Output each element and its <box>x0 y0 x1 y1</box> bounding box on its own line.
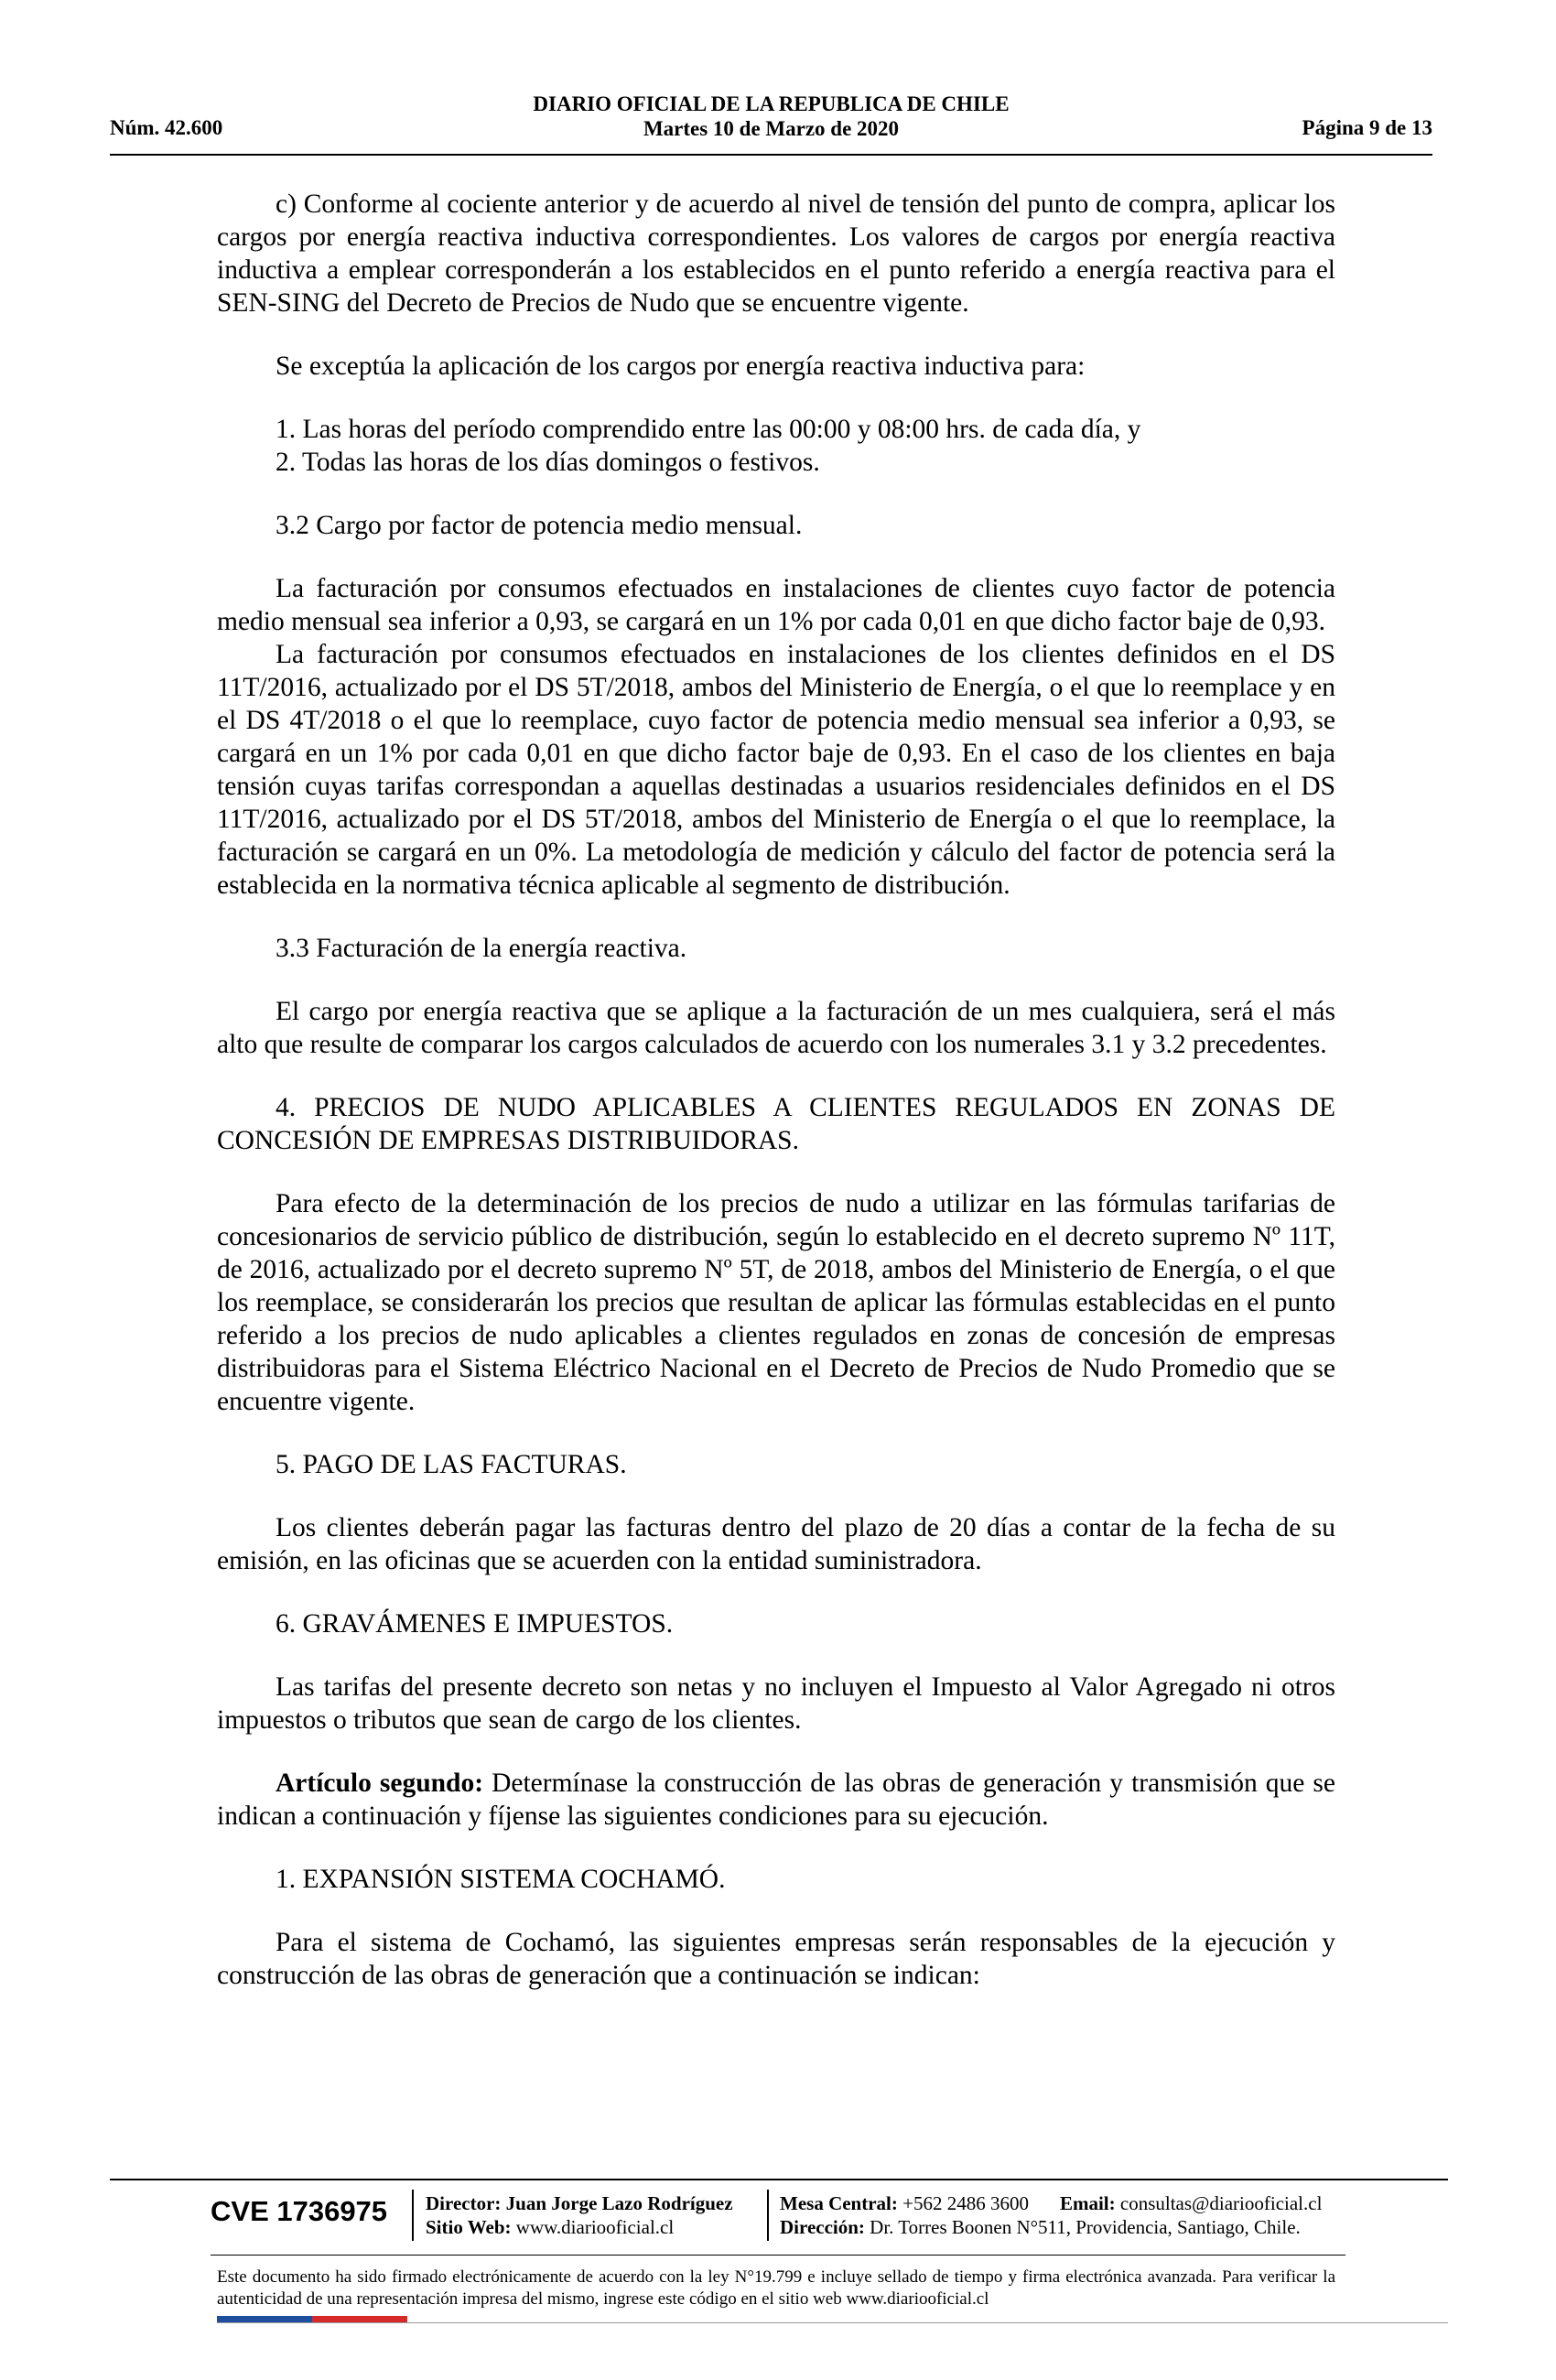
footer-contact-block <box>780 2191 1322 2239</box>
article-paragraph <box>217 1767 1335 1833</box>
address-value: Dr. Torres Boonen N°511, Providencia, Santiago, Chile. <box>864 2216 1301 2238</box>
issue-number: Núm. 42.600 <box>110 116 223 139</box>
list-item: 2. Todas las horas de los días domingos o festivos. <box>276 448 820 477</box>
document-body <box>217 188 1335 2022</box>
address-label: Dirección: <box>780 2216 865 2238</box>
email-link[interactable]: consultas@diariooficial.cl <box>1115 2192 1323 2214</box>
section-heading: 4. PRECIOS DE NUDO APLICABLES A CLIENTES REGULADOS EN ZONAS DE CONCESIÓN DE EMPRESAS DISTRIBUIDORAS. <box>217 1093 1335 1155</box>
page-number: Página 9 de 13 <box>1302 116 1432 139</box>
paragraph: El cargo por energía reactiva que se aplique a la facturación de un mes cualquiera, será el más alto que resulte de comparar los cargos calculados de acuerdo con los numerales 3.1 y 3.2 precedentes. <box>217 997 1335 1059</box>
header-divider <box>110 154 1432 156</box>
website-row <box>426 2215 733 2239</box>
paragraph: La facturación por consumos efectuados en instalaciones de clientes cuyo factor de potencia medio mensual sea inferior a 0,93, se cargará en un 1% por cada 0,01 en que dicho factor baje de 0,93. <box>217 574 1335 636</box>
article-label: Artículo segundo: <box>276 1769 484 1798</box>
website-label: Sitio Web: <box>426 2216 512 2238</box>
footer-separator <box>767 2190 769 2241</box>
section-heading: 1. EXPANSIÓN SISTEMA COCHAMÓ. <box>276 1865 726 1894</box>
article-text: Determínase la construcción de las obras de generación y transmisión que se indican a continuación y fíjense las siguientes condiciones para su ejecución. <box>217 1769 1335 1831</box>
footer-divider <box>110 2179 1448 2180</box>
paragraph: Las tarifas del presente decreto son netas y no incluyen el Impuesto al Valor Agregado ni otros impuestos o tributos que sean de cargo de los clientes. <box>217 1672 1335 1735</box>
issue-date: Martes 10 de Marzo de 2020 <box>643 117 900 140</box>
paragraph: c) Conforme al cociente anterior y de acuerdo al nivel de tensión del punto de compra, aplicar los cargos por energía reactiva inductiva correspondientes. Los valores de cargos por energía reactiva inductiva a emplear corresponderán a los establecidos en el punto referido a energía reactiva para el SEN-SING del Decreto de Precios de Nudo que se encuentre vigente. <box>217 189 1335 318</box>
footer-separator <box>412 2190 414 2241</box>
contact-row <box>780 2191 1322 2215</box>
section-heading: 3.3 Facturación de la energía reactiva. <box>276 934 687 963</box>
paragraph: Para el sistema de Cochamó, las siguientes empresas serán responsables de la ejecución y construcción de las obras de generación que a continuación se indican: <box>217 1928 1335 1990</box>
paragraph: La facturación por consumos efectuados en instalaciones de los clientes definidos en el DS 11T/2016, actualizado por el DS 5T/2018, ambos del Ministerio de Energía, o el que lo reemplace y en el DS 4T/2018 o el que lo reemplace, cuyo factor de potencia medio mensual sea inferior a 0,93, se cargará en un 1% por cada 0,01 en que dicho factor baje de 0,93. En el caso de los clientes en baja tensión cuyas tarifas correspondan a aquellas destinadas a usuarios residenciales definidos en el DS 11T/2016, actualizado por el DS 5T/2018, ambos del Ministerio de Energía o el que lo reemplace, la facturación se cargará en un 0%. La metodología de medición y cálculo del factor de potencia será la establecida en la normativa técnica aplicable al segmento de distribución. <box>217 640 1335 900</box>
director-row <box>426 2191 733 2215</box>
paragraph: Los clientes deberán pagar las facturas dentro del plazo de 20 días a contar de la fecha de su emisión, en las oficinas que se acuerden con la entidad suministradora. <box>217 1513 1335 1575</box>
section-heading: 5. PAGO DE LAS FACTURAS. <box>276 1450 627 1479</box>
email-label: Email: <box>1059 2192 1116 2214</box>
paragraph: Se exceptúa la aplicación de los cargos por energía reactiva inductiva para: <box>276 352 1086 381</box>
signature-note: Este documento ha sido firmado electrónicamente de acuerdo con la ley N°19.799 e incluye sellado de tiempo y firma electrónica avanzada. Para verificar la autenticidad de una representación impresa del mismo, ingrese este código en el sitio web www.diariooficial.cl <box>217 2267 1335 2309</box>
section-heading: 6. GRAVÁMENES E IMPUESTOS. <box>276 1609 674 1639</box>
director-label: Director: <box>426 2192 502 2214</box>
page-header <box>110 92 1432 141</box>
phone-label: Mesa Central: <box>780 2192 898 2214</box>
paragraph: Para efecto de la determinación de los precios de nudo a utilizar en las fórmulas tarifarias de concesionarios de servicio público de distribución, según lo establecido en el decreto supremo Nº 11T, de 2016, actualizado por el decreto supremo Nº 5T, de 2018, ambos del Ministerio de Energía, o el que los reemplace, se considerarán los precios que resultan de aplicar las fórmulas establecidas en el punto referido a los precios de nudo aplicables a clientes regulados en zonas de concesión de empresas distribuidoras para el Sistema Eléctrico Nacional en el Decreto de Precios de Nudo Promedio que se encuentre vigente. <box>217 1189 1335 1416</box>
website-link[interactable]: www.diariooficial.cl <box>511 2216 675 2238</box>
footer-director-block <box>426 2191 733 2239</box>
bottom-divider <box>217 2322 1448 2323</box>
list-item: 1. Las horas del período comprendido entre las 00:00 y 08:00 hrs. de cada día, y <box>276 415 1141 444</box>
phone-value: +562 2486 3600 <box>897 2192 1029 2214</box>
director-name: Juan Jorge Lazo Rodríguez <box>501 2192 733 2214</box>
section-heading: 3.2 Cargo por factor de potencia medio mensual. <box>276 511 803 540</box>
footer-thin-divider <box>211 2255 1345 2256</box>
journal-title: DIARIO OFICIAL DE LA REPUBLICA DE CHILE <box>533 92 1010 115</box>
address-row <box>780 2215 1322 2239</box>
cve-code: CVE 1736975 <box>211 2195 388 2227</box>
